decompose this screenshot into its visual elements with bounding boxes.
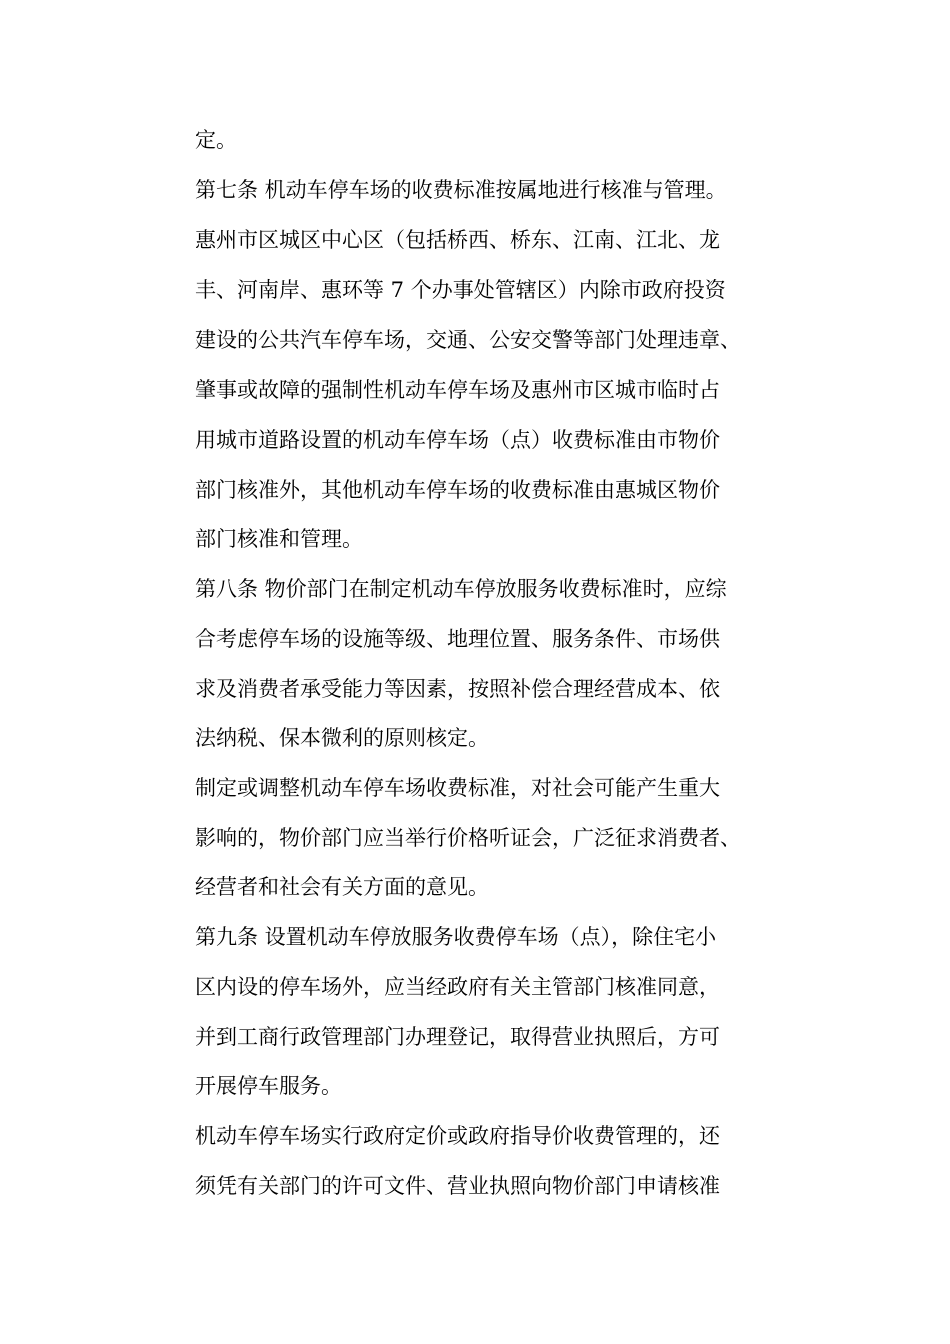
text-line: 肇事或故障的强制性机动车停车场及惠州市区城市临时占 bbox=[195, 378, 720, 402]
text-line: 建设的公共汽车停车场，交通、公安交警等部门处理违章、 bbox=[195, 328, 741, 352]
text-line: 制定或调整机动车停车场收费标准，对社会可能产生重大 bbox=[195, 776, 720, 800]
text-line: 第九条 设置机动车停放服务收费停车场（点），除住宅小 bbox=[195, 925, 717, 949]
text-line: 求及消费者承受能力等因素，按照补偿合理经营成本、依 bbox=[195, 677, 720, 701]
text-line: 经营者和社会有关方面的意见。 bbox=[195, 875, 489, 899]
text-line: 合考虑停车场的设施等级、地理位置、服务条件、市场供 bbox=[195, 627, 720, 651]
text-line: 用城市道路设置的机动车停车场（点）收费标准由市物价 bbox=[195, 428, 720, 452]
text-line: 影响的，物价部门应当举行价格听证会，广泛征求消费者、 bbox=[195, 826, 741, 850]
text-line: 部门核准和管理。 bbox=[195, 527, 363, 551]
text-line: 第七条 机动车停车场的收费标准按属地进行核准与管理。 bbox=[195, 178, 727, 202]
text-line: 部门核准外，其他机动车停车场的收费标准由惠城区物价 bbox=[195, 478, 720, 502]
text-line: 定。 bbox=[195, 128, 237, 152]
text-line: 区内设的停车场外，应当经政府有关主管部门核准同意， bbox=[195, 975, 720, 999]
text-line: 丰、河南岸、惠环等 7 个办事处管辖区）内除市政府投资 bbox=[195, 278, 726, 302]
text-line: 机动车停车场实行政府定价或政府指导价收费管理的，还 bbox=[195, 1124, 720, 1148]
text-line: 开展停车服务。 bbox=[195, 1074, 342, 1098]
text-line: 并到工商行政管理部门办理登记，取得营业执照后，方可 bbox=[195, 1025, 720, 1049]
text-line: 须凭有关部门的许可文件、营业执照向物价部门申请核准 bbox=[195, 1174, 720, 1198]
text-line: 法纳税、保本微利的原则核定。 bbox=[195, 726, 489, 750]
text-line: 惠州市区城区中心区（包括桥西、桥东、江南、江北、龙 bbox=[195, 228, 720, 252]
text-line: 第八条 物价部门在制定机动车停放服务收费标准时，应综 bbox=[195, 577, 727, 601]
